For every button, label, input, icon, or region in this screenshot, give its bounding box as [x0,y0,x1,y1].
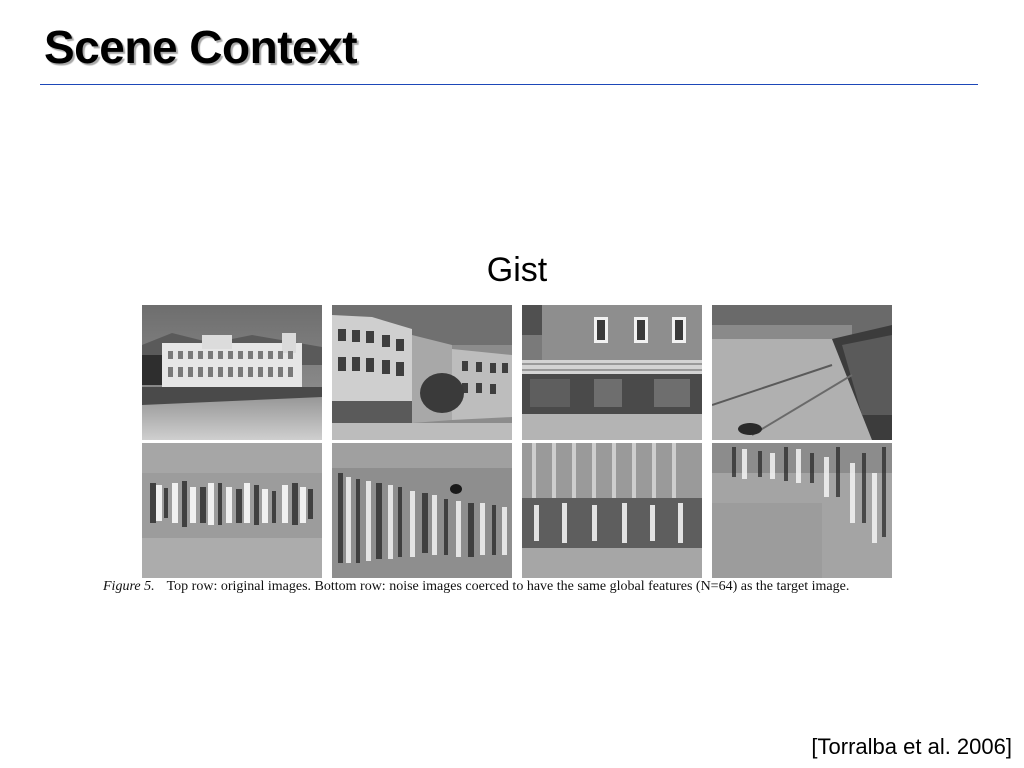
figure-heading: Gist [486,251,548,289]
palace-plaza-photo [142,305,322,440]
title-divider [40,84,978,85]
street-noise-image [332,443,512,578]
street-buildings-photo [332,305,512,440]
slide-title: Scene Context [44,21,358,73]
storefront-noise-image [522,443,702,578]
figure-caption-label: Figure 5. [103,579,155,594]
harbor-noise-image [712,443,892,578]
citation: [Torralba et al. 2006] [811,734,1012,759]
figure-caption [103,578,953,596]
figure-caption-text: Top row: original images. Bottom row: noise images coerced to have the same global features (N=64) as the target image. [166,579,850,594]
palace-noise-image [142,443,322,578]
harbor-dock-photo [712,305,892,440]
figure-grid [142,305,892,578]
storefront-photo [522,305,702,440]
